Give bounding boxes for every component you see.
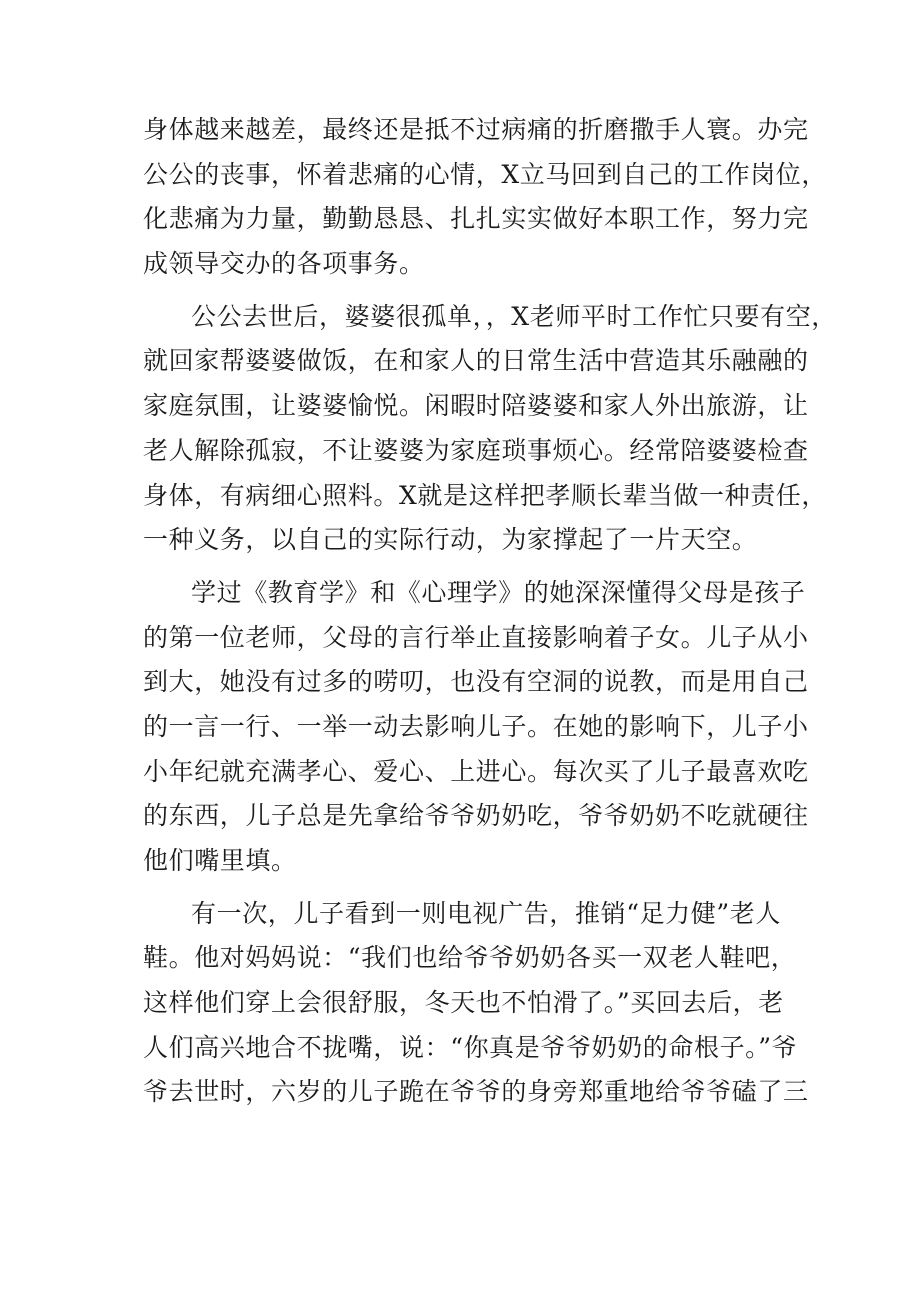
document-body [143, 108, 837, 1115]
text-line: 的一言一行、一举一动去影响儿子。在她的影响下，儿子小 [143, 711, 809, 741]
text-line: 老人解除孤寂，不让婆婆为家庭琐事烦心。经常陪婆婆检查 [143, 435, 809, 465]
text-line: 就回家帮婆婆做饭，在和家人的日常生活中营造其乐融融的 [143, 346, 809, 376]
paragraph [143, 108, 827, 287]
text-line: 身体越来越差，最终还是抵不过病痛的折磨撒手人寰。办完 [143, 115, 809, 144]
text-line: 人们高兴地合不拢嘴，说：“你真是爷爷奶奶的命根子。”爷 [143, 1032, 798, 1062]
text-line: 家庭氛围，让婆婆愉悦。闲暇时陪婆婆和家人外出旅游，让 [143, 391, 809, 421]
text-line: 化悲痛为力量，勤勤恳恳、扎扎实实做好本职工作，努力完 [143, 204, 809, 234]
text-line: 一种义务，以自己的实际行动，为家撑起了一片天空。 [143, 525, 758, 555]
text-line: 小年纪就充满孝心、爱心、上进心。每次买了儿子最喜欢吃 [143, 756, 809, 786]
paragraph [143, 295, 837, 563]
text-line: 这样他们穿上会很舒服，冬天也不怕滑了。”买回去后，老 [143, 988, 784, 1018]
text-line: 的第一位老师，父母的言行举止直接影响着子女。儿子从小 [143, 622, 809, 652]
text-line: 的东西，儿子总是先拿给爷爷奶奶吃，爷爷奶奶不吃就硬往 [143, 801, 809, 831]
text-line: 成领导交办的各项事务。 [143, 249, 425, 279]
text-line: 公公的丧事，怀着悲痛的心情，X立马回到自己的工作岗位， [143, 159, 827, 189]
text-line: 爷去世时，六岁的儿子跪在爷爷的身旁郑重地给爷爷磕了三 [143, 1077, 809, 1107]
paragraph [143, 571, 809, 884]
text-line: 身体，有病细心照料。X就是这样把孝顺长辈当做一种责任， [143, 480, 827, 510]
text-line: 学过《教育学》和《心理学》的她深深懂得父母是孩子 [191, 577, 806, 607]
paragraph [143, 892, 809, 1115]
text-line: 有一次，儿子看到一则电视广告，推销“足力健”老人 [191, 898, 781, 928]
text-line: 公公去世后，婆婆很孤单，，X老师平时工作忙只要有空， [191, 301, 837, 331]
text-line: 鞋。他对妈妈说：“我们也给爷爷奶奶各买一双老人鞋吧， [143, 943, 797, 973]
text-line: 到大，她没有过多的唠叨，也没有空洞的说教，而是用自己 [143, 667, 809, 697]
text-line: 他们嘴里填。 [143, 846, 297, 875]
